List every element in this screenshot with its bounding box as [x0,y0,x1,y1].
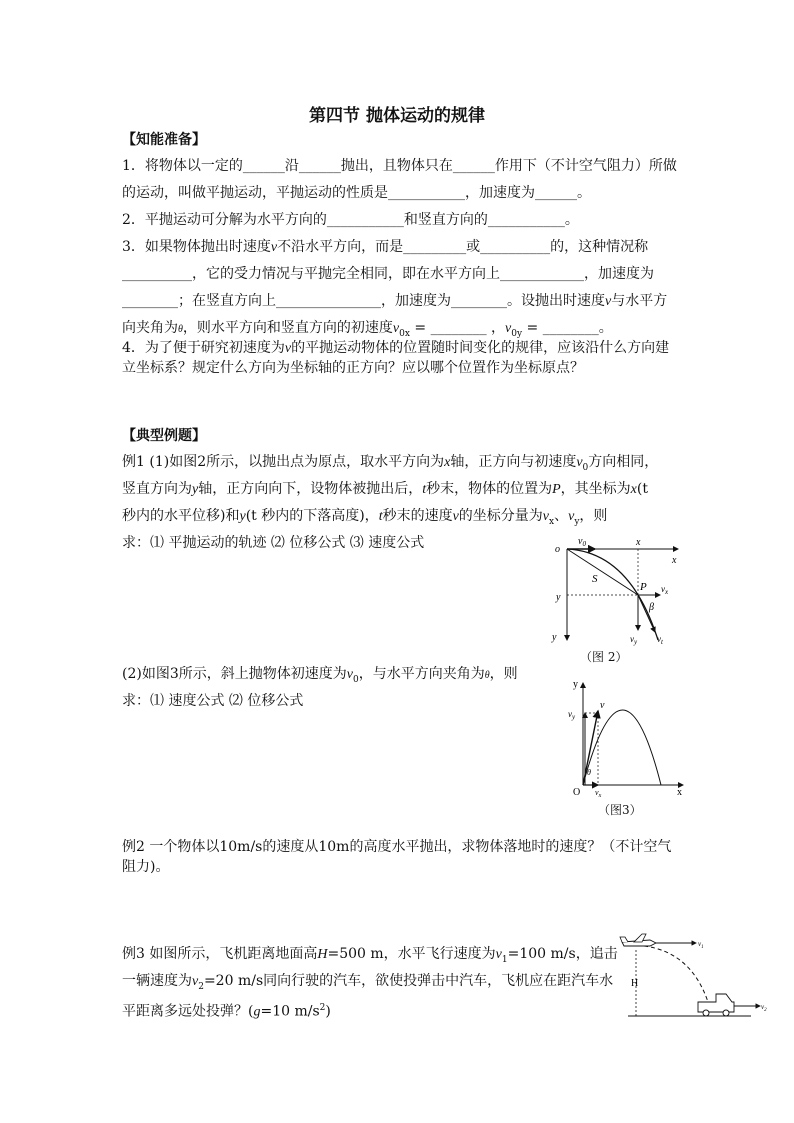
example-1-line-1: 例1 (1)如图2所示，以抛出点为原点，取水平方向为x轴，正方向与初速度$v_0$方向相同， [122,454,659,473]
fig3-label-y: y [573,679,578,690]
figure-4-plane-car-diagram [616,930,776,1025]
question-3-line-3: ________；在竖直方向上_______________，加速度为________。设抛出时速度v与水平方 [122,293,668,309]
section-heading-examples: 【典型例题】 [122,428,206,444]
question-3-line-4: 向夹角为θ，则水平方向和竖直方向的初速度$v_{0x}$ = ________ ，$v_{0y}$ = ________。 [122,320,613,339]
example-2-line-2: 阻力)。 [122,859,170,875]
figure-2-caption: （图 2） [580,650,628,664]
fig4-label-v1: $v_1$ [698,940,704,950]
airplane-icon [620,934,656,946]
fig2-label-S: S [592,573,598,585]
example-1-part-2-line-1: (2)如图3所示，斜上抛物体初速度为$v_0$，与水平方向夹角为θ，则 [122,666,518,685]
question-3-line-2: __________，它的受力情况与平抛完全相同，即在水平方向上____________，加速度为 [122,266,654,282]
question-4-line-2: 立坐标系？规定什么方向为坐标轴的正方向？应以哪个位置作为坐标原点？ [122,360,584,376]
question-1-line-1: 1．将物体以一定的______沿______抛出，且物体只在______作用下（不计空气阻力）所做 [122,158,677,174]
fig3-label-O: O [573,787,581,798]
fig2-label-y-axis: y [552,632,557,643]
example-1-line-3: 秒内的水平位移)和y(t 秒内的下落高度)，t秒末的速度v的坐标分量为$v_x$、$v_y$，则 [122,508,608,527]
fig2-label-P: P [640,581,647,593]
question-3-line-1: 3．如果物体抛出时速度v不沿水平方向，而是_________或__________的，这种情况称 [122,239,649,255]
question-2: 2．平抛运动可分解为水平方向的___________和竖直方向的___________。 [122,212,579,228]
car-icon [698,994,734,1016]
example-3-line-1: 例3 如图所示，飞机距离地面高H=500 m，水平飞行速度为$v_1=100$ m/s，追击 [122,946,618,965]
example-1-line-2: 竖直方向为y轴，正方向向下，设物体被抛出后，t秒末，物体的位置为P，其坐标为x(t [122,481,648,497]
example-1-line-4: 求：⑴ 平抛运动的轨迹 ⑵ 位移公式 ⑶ 速度公式 [122,535,425,551]
figure-3-caption: （图3） [598,803,642,817]
question-4-line-1: 4．为了便于研究初速度为v的平抛运动物体的位置随时间变化的规律，应该沿什么方向建 [122,340,670,356]
fig4-bomb-trajectory [644,946,708,1002]
figure-3-oblique-projectile-diagram [565,675,690,800]
fig3-label-v: v [600,700,605,711]
page-title: 第四节 抛体运动的规律 [309,106,485,126]
fig3-label-vy: $v_y$ [568,709,576,721]
fig2-label-vt: $v_t$ [657,634,663,646]
figure-2-projectile-diagram [550,530,685,665]
fig3-trajectory [583,710,661,785]
fig2-vt-arrow [638,595,655,632]
fig3-label-vx: $v_x$ [595,788,602,799]
example-3-line-3: 平距离多远处投弹？(g=10 $m/s^2$) [122,1003,331,1020]
fig2-label-x-top: x [636,537,641,548]
fig2-label-beta: β [649,602,654,613]
fig2-displacement-line [567,549,638,595]
fig2-label-x-axis: x [672,555,677,566]
fig3-label-x: x [677,787,682,798]
fig2-label-o: o [555,544,560,555]
fig4-label-v2: $v_2$ [761,1003,767,1013]
fig2-label-vy: $v_y$ [630,634,638,646]
fig2-label-vx: $v_x$ [661,584,669,596]
question-1-line-2: 的运动，叫做平抛运动，平抛运动的性质是___________，加速度为______。 [122,185,591,201]
example-2-line-1: 例2 一个物体以10m/s的速度从10m的高度水平抛出，求物体落地时的速度？（不计空气 [122,839,672,855]
example-3-line-2: 一辆速度为$v_2=20$ m/s同向行驶的汽车，欲使投弹击中汽车，飞机应在距汽车水 [122,973,614,992]
fig2-label-y-left: y [556,592,561,603]
section-heading-preparation: 【知能准备】 [122,132,206,148]
fig2-label-v0: $v_0$ [578,536,586,548]
example-1-part-2-line-2: 求：⑴ 速度公式 ⑵ 位移公式 [122,693,304,709]
fig3-label-theta: θ [587,768,591,777]
fig4-label-H: H [631,978,639,989]
